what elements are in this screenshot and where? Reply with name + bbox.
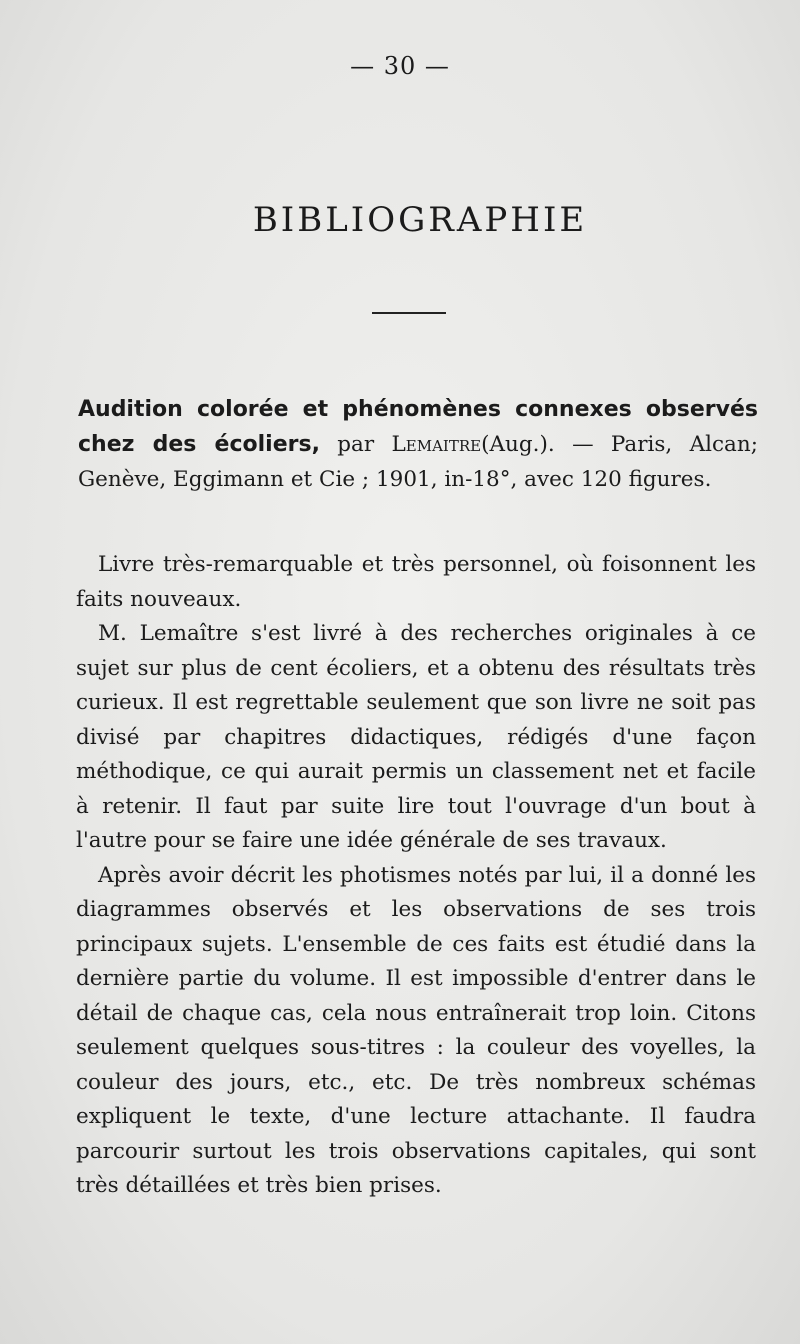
- bibliography-entry: [78, 392, 758, 497]
- section-heading: BIBLIOGRAPHIE: [252, 200, 588, 240]
- review-text: [76, 548, 756, 1204]
- entry-author-initial: (Aug.).: [481, 432, 555, 457]
- paragraph: M. Lemaître s'est livré à des recherches originales à ce sujet sur plus de cent écoliers, et a obtenu des résultats très curieux. Il est regrettable seulement que son livre ne soit pas divisé par chapitres didactiques, rédigés d'une façon méthodique, ce qui aurait permis un classement net et facile à retenir. Il faut par suite lire tout l'ouvrage d'un bout à l'autre pour se faire une idée générale de ses travaux.: [76, 621, 756, 853]
- paragraph: Livre très-remarquable et très personnel, où foisonnent les faits nouveaux.: [76, 552, 756, 612]
- heading-rule: [372, 312, 446, 314]
- entry-title: Audition colorée et phénomènes connexes observés chez des écoliers,: [78, 397, 758, 457]
- paragraph: Après avoir décrit les photismes notés par lui, il a donné les diagrammes observés et les observations de ses trois principaux sujets. L'ensemble de ces faits est étudié dans la dernière partie du volume. Il est impossible d'entrer dans le détail de chaque cas, cela nous entraînerait trop loin. Citons seulement quelques sous-titres : la couleur des voyelles, la couleur des jours, etc., etc. De très nombreux schémas expliquent le texte, d'une lecture attachante. Il faudra parcourir surtout les trois observations capitales, qui sont très détaillées et très bien prises.: [76, 862, 756, 1198]
- entry-by: par: [337, 432, 375, 457]
- entry-publication: — Paris, Alcan; Genève, Eggimann et Cie ; 1901, in-18°, avec 120 figures.: [78, 432, 758, 492]
- page-number: — 30 —: [350, 52, 450, 80]
- entry-author: Lemaitre: [391, 432, 482, 457]
